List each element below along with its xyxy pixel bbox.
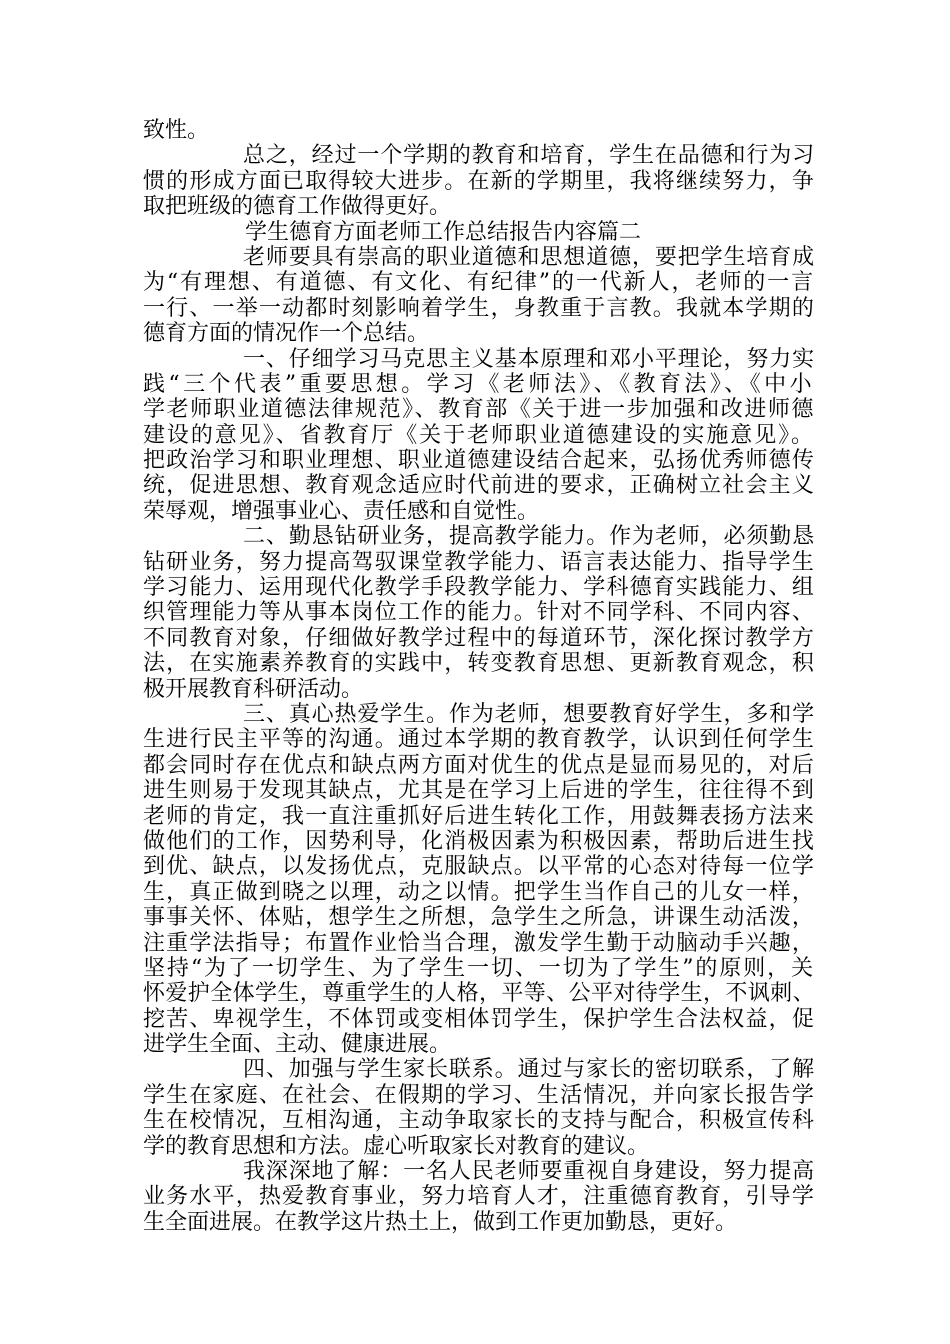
- document-page: [143, 118, 815, 1235]
- paragraph-line: 德育方面的情况作一个总结。: [143, 321, 430, 347]
- paragraph-line: 法，在实施素养教育的实践中，转变教育思想、更新教育观念，积: [143, 651, 815, 677]
- paragraph-line: 统，促进思想、教育观念适应时代前进的要求，正确树立社会主义: [143, 473, 815, 499]
- paragraph-line: 都会同时存在优点和缺点两方面对优生的优点是显而易见的，对后: [143, 752, 815, 778]
- paragraph-first-line: 总之，经过一个学期的教育和培育，学生在品德和行为习: [243, 143, 815, 169]
- paragraph-line: 到优、缺点，以发扬优点，克服缺点。以平常的心态对待每一位学: [143, 854, 815, 880]
- paragraph-line: 极开展教育科研活动。: [143, 676, 364, 702]
- paragraph-line: 事事关怀、体贴，想学生之所想，急学生之所急，讲课生动活泼，: [143, 905, 815, 931]
- paragraph-first-line: 一、仔细学习马克思主义基本原理和邓小平理论，努力实: [243, 346, 815, 372]
- paragraph-line: 生，真正做到晓之以理，动之以情。把学生当作自己的儿女一样，: [143, 879, 815, 905]
- paragraph-line: 进学生全面、主动、健康进展。: [143, 1032, 452, 1058]
- paragraph-line: 生在校情况，互相沟通，主动争取家长的支持与配合，积极宣传科: [143, 1108, 815, 1134]
- paragraph-line: 惯的形成方面已取得较大进步。在新的学期里，我将继续努力，争: [143, 168, 815, 194]
- paragraph-line: 践“三个代表”重要思想。学习《老师法》、《教育法》、《中小: [143, 371, 815, 397]
- paragraph-line: 学的教育思想和方法。虚心听取家长对教育的建议。: [143, 1133, 650, 1159]
- paragraph-line: 怀爱护全体学生，尊重学生的人格，平等、公平对待学生，不讽刺、: [143, 981, 815, 1007]
- paragraph-first-line: 老师要具有崇高的职业道德和思想道德，要把学生培育成: [243, 244, 815, 270]
- paragraph-first-line: 三、真心热爱学生。作为老师，想要教育好学生，多和学: [243, 701, 815, 727]
- paragraph-line: 挖苦、卑视学生，不体罚或变相体罚学生，保护学生合法权益，促: [143, 1006, 815, 1032]
- paragraph-line: 做他们的工作，因势利导，化消极因素为积极因素，帮助后进生找: [143, 828, 815, 854]
- paragraph-line: 钻研业务，努力提高驾驭课堂教学能力、语言表达能力、指导学生: [143, 549, 815, 575]
- paragraph-line: 学习能力、运用现代化教学手段教学能力、学科德育实践能力、组: [143, 575, 815, 601]
- section-title: 学生德育方面老师工作总结报告内容篇二: [245, 219, 642, 245]
- paragraph-first-line: 四、加强与学生家长联系。通过与家长的密切联系，了解: [243, 1057, 815, 1083]
- paragraph-line: 业务水平，热爱教育事业，努力培育人才，注重德育教育，引导学: [143, 1184, 815, 1210]
- paragraph-line: 为“有理想、有道德、有文化、有纪律”的一代新人，老师的一言: [143, 270, 815, 296]
- paragraph-first-line: 二、勤恳钻研业务，提高教学能力。作为老师，必须勤恳: [243, 524, 815, 550]
- paragraph-line: 一行、一举一动都时刻影响着学生，身教重于言教。我就本学期的: [143, 295, 815, 321]
- paragraph-line: 进生则易于发现其缺点，尤其是在学习上后进的学生，往往得不到: [143, 778, 815, 804]
- paragraph-line: 学生在家庭、在社会、在假期的学习、生活情况，并向家长报告学: [143, 1082, 815, 1108]
- paragraph-line: 荣辱观，增强事业心、责任感和自觉性。: [143, 498, 540, 524]
- paragraph-line: 不同教育对象，仔细做好教学过程中的每道环节，深化探讨教学方: [143, 625, 815, 651]
- paragraph-line: 老师的肯定，我一直注重抓好后进生转化工作，用鼓舞表扬方法来: [143, 803, 815, 829]
- paragraph-line: 取把班级的德育工作做得更好。: [143, 194, 452, 220]
- paragraph-line: 生全面进展。在教学这片热土上，做到工作更加勤恳，更好。: [143, 1209, 738, 1235]
- paragraph-line: 注重学法指导；布置作业恰当合理，激发学生勤于动脑动手兴趣，: [143, 930, 815, 956]
- paragraph-line: 坚持“为了一切学生、为了学生一切、一切为了学生”的原则，关: [143, 955, 815, 981]
- paragraph-line: 把政治学习和职业理想、职业道德建设结合起来，弘扬优秀师德传: [143, 448, 815, 474]
- paragraph-line: 建设的意见》、省教育厅《关于老师职业道德建设的实施意见》。: [143, 422, 815, 448]
- paragraph-line: 致性。: [143, 118, 210, 143]
- paragraph-line: 生进行民主平等的沟通。通过本学期的教育教学，认识到任何学生: [143, 727, 815, 753]
- paragraph-first-line: 我深深地了解：一名人民老师要重视自身建设，努力提高: [243, 1159, 815, 1185]
- paragraph-line: 织管理能力等从事本岗位工作的能力。针对不同学科、不同内容、: [143, 600, 815, 626]
- paragraph-line: 学老师职业道德法律规范》、教育部《关于进一步加强和改进师德: [143, 397, 815, 423]
